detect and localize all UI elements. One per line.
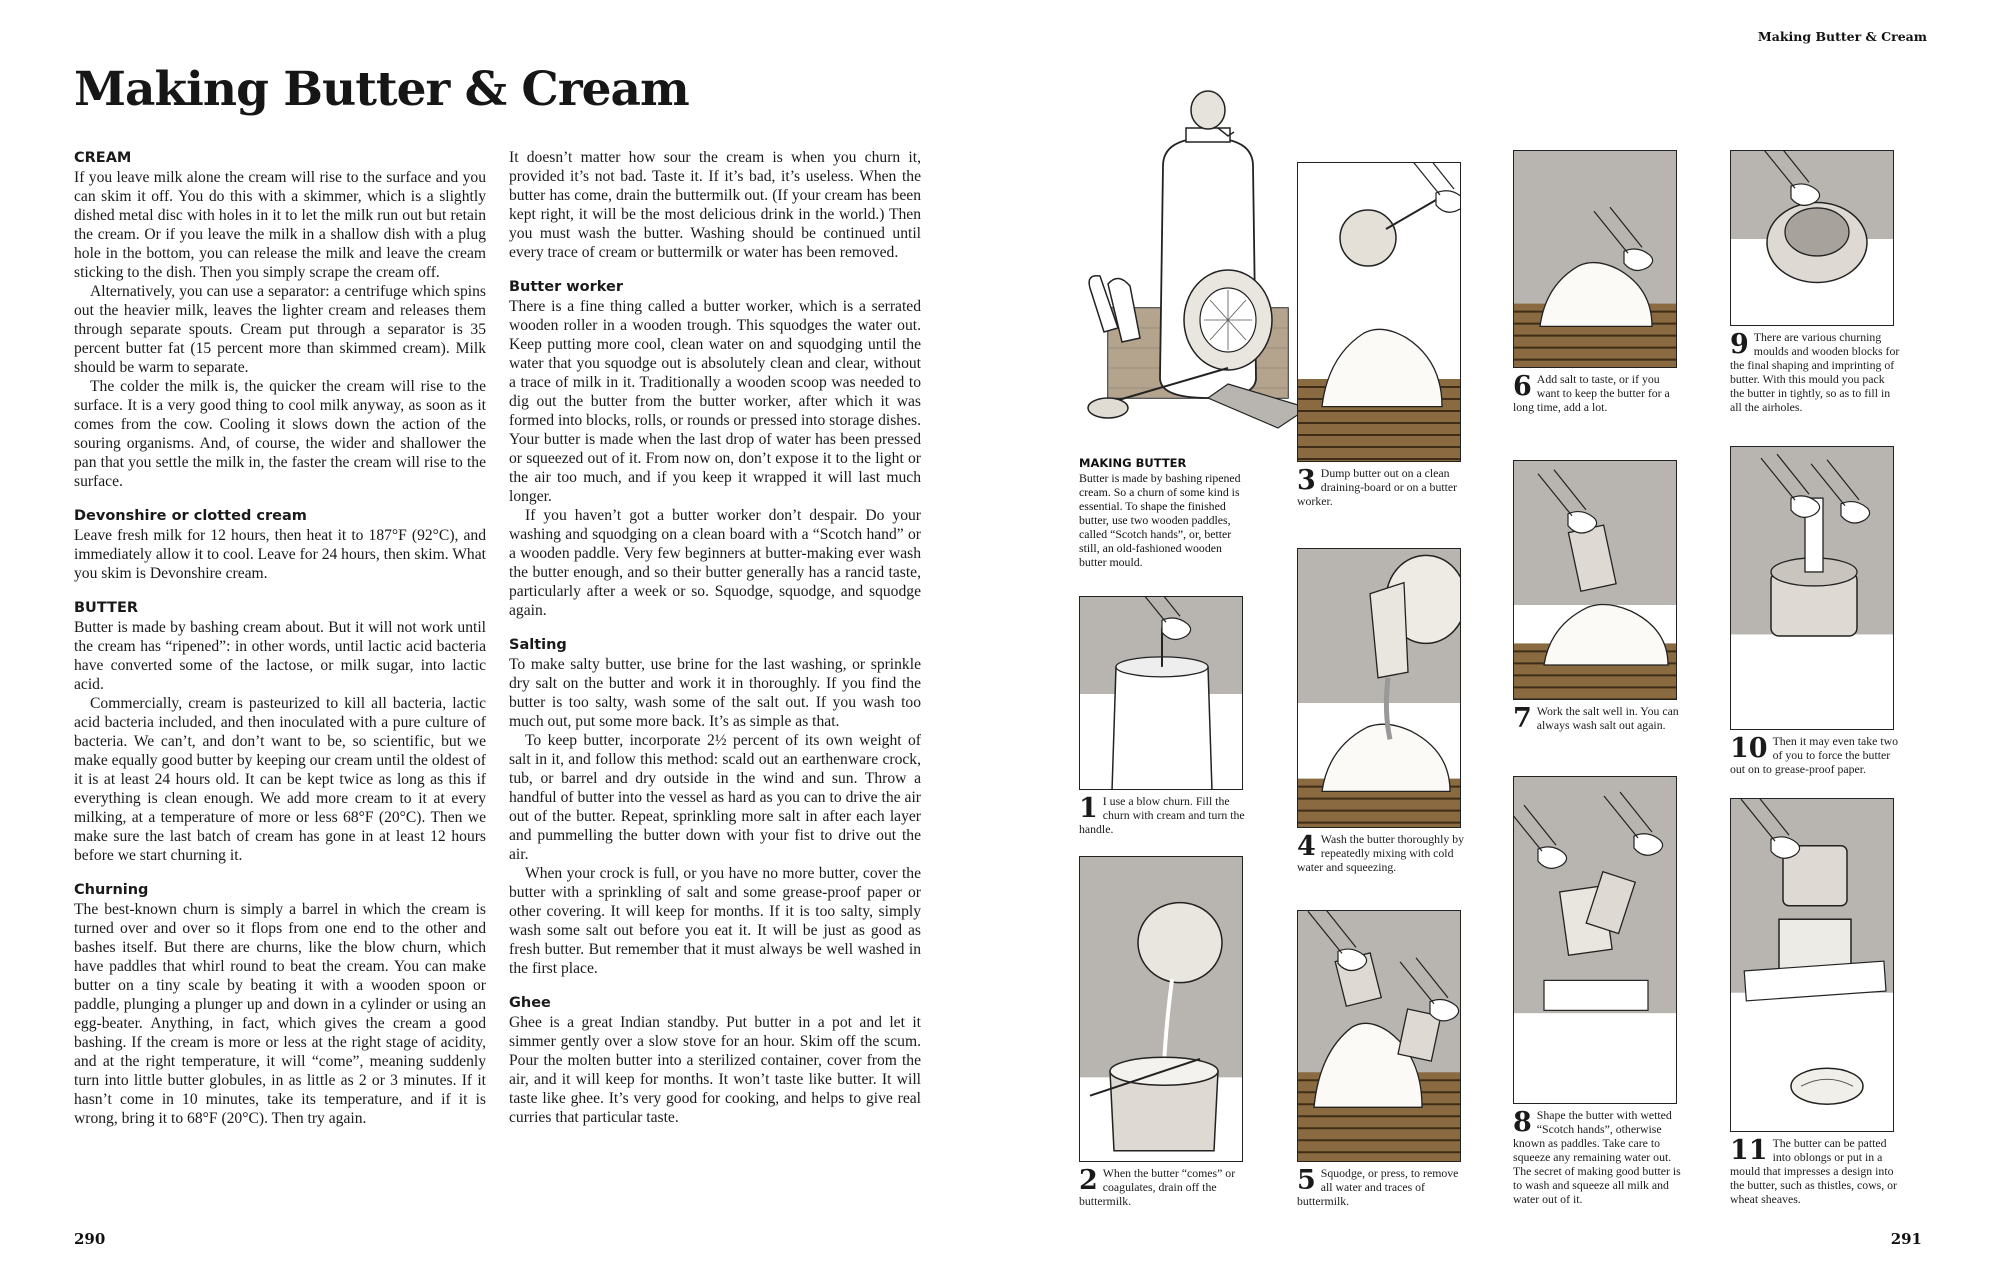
paragraph: Ghee is a great Indian standby. Put butter in a pot and let it simmer gently over a slow stove for an hour. Skim off the scum. Pour the molten butter into a sterilized container, cover from the air, and it will keep for months. It won’t taste like butter. It will taste like ghee. It’s very good for cooking, and helps to give real curries that particular taste. xyxy=(509,1014,921,1126)
step-number: 1 xyxy=(1079,793,1098,824)
section-heading-butter: BUTTER xyxy=(74,600,139,616)
step-illustration-8 xyxy=(1513,776,1677,1104)
step-number: 2 xyxy=(1079,1165,1098,1196)
step-number: 7 xyxy=(1513,703,1532,734)
paragraph: If you leave milk alone the cream will rise to the surface and you can skim it off. You do this with a skimmer, which is a slightly dished metal disc with holes in it to let the milk run out but retain the cream. Or if you leave the milk in a shallow dish with a plug hole in the bottom, you can release the milk and leave the cream sticking to the dish. Then you simply scrape the cream off. xyxy=(74,169,486,281)
paragraph: The colder the milk is, the quicker the cream will rise to the surface. It is a very good thing to cool milk anyway, as soon as it comes from the cow. Cooling it slows down the action of the souring organisms. And, of course, the wider and shallower the pan that you settle the milk in, the faster the cream will rise to the surface. xyxy=(74,378,486,490)
step-illustration-10 xyxy=(1730,446,1894,730)
step-text: Wash the butter thoroughly by repeatedly mixing with cold water and squeezing. xyxy=(1297,832,1465,874)
step-illustration-7 xyxy=(1513,460,1677,700)
step-text: Work the salt well in. You can always wash salt out again. xyxy=(1536,704,1679,732)
section-heading-cream: CREAM xyxy=(74,150,132,166)
step-caption-2 xyxy=(1079,1166,1247,1208)
step-caption-4 xyxy=(1297,832,1465,874)
step-number: 5 xyxy=(1297,1165,1316,1196)
step-text: I use a blow churn. Fill the churn with cream and turn the handle. xyxy=(1079,794,1245,836)
paragraph: Alternatively, you can use a separator: a centrifuge which spins out the heavier milk, leaves the lighter cream and releases them through separate spouts. Cream put through a separator is 35 percent butter fat (15 percent more than skimmed cream). Milk should be warm to separate. xyxy=(74,283,486,376)
running-head: Making Butter & Cream xyxy=(1757,29,1927,44)
step-illustration-4 xyxy=(1297,548,1461,828)
text-column-1 xyxy=(74,148,486,1128)
paragraph: There is a fine thing called a butter worker, which is a serrated wooden roller in a wooden trough. This squodges the water out. Keep putting more cool, clean water on and squodging until the water that you squodge out is absolutely clean and clear, without a trace of milk in it. Traditionally a wooden scoop was needed to dig out the butter from the butter worker, after which it was formed into blocks, rolls, or rounds or pressed into storage dishes. Your butter is made when the last drop of water has been pressed or squeezed out of it. From now on, don’t expose it to the light or the air too much, and if you keep it wrapped it will last much longer. xyxy=(509,298,921,505)
section-heading-devonshire: Devonshire or clotted cream xyxy=(74,508,307,524)
section-heading-salting: Salting xyxy=(509,637,567,653)
step-number: 10 xyxy=(1730,733,1768,764)
step-illustration-2 xyxy=(1079,856,1243,1162)
making-butter-heading: MAKING BUTTER xyxy=(1079,456,1187,470)
step-number: 8 xyxy=(1513,1107,1532,1138)
paragraph: Commercially, cream is pasteurized to kill all bacteria, lactic acid bacteria included, and then inoculated with a pure culture of bacteria. We can’t, and don’t want to be, so scientific, but we make equally good butter by keeping our cream until the oldest of it is at least 24 hours old. It can be kept twice as long as this if everything is clean enough. We add more cream to it at every milking, at a temperature of more or less 68°F (20°C). Then we make sure the last batch of cream has gone in at least 12 hours before we start churning it. xyxy=(74,695,486,864)
paragraph: If you haven’t got a butter worker don’t despair. Do your washing and squodging on a clean board with a “Scotch hand” or a wooden paddle. Very few beginners at butter-making ever wash the butter enough, and so their butter generally has a rancid taste, particularly after a week or so. Squodge, squodge, and squodge again. xyxy=(509,507,921,619)
step-number: 6 xyxy=(1513,371,1532,402)
step-text: Shape the butter with wetted “Scotch hands”, otherwise known as paddles. Take care to squeeze any remaining water out. The secret of making good butter is to wash and squeeze all milk and water out of it. xyxy=(1513,1108,1681,1206)
paragraph: To keep butter, incorporate 2½ percent of its own weight of salt in it, and follow this method: scald out an earthenware crock, tub, or barrel and dry outside in the wind and sun. Throw a handful of butter into the vessel as hard as you can to drive the air out of the butter. Repeat, sprinkling more salt in after each layer and pummelling the butter down with your fist to drive out the air. xyxy=(509,732,921,863)
making-butter-intro xyxy=(1079,456,1241,569)
step-illustration-3 xyxy=(1297,162,1461,462)
step-caption-10 xyxy=(1730,734,1900,776)
step-text: Squodge, or press, to remove all water and traces of buttermilk. xyxy=(1297,1166,1459,1208)
right-page xyxy=(1000,0,2000,1278)
step-illustration-1 xyxy=(1079,596,1243,790)
paragraph: To make salty butter, use brine for the last washing, or sprinkle dry salt on the butter and work it in thoroughly. If you find the butter is too salty, wash some of the salt out. If you wash too much out, put some more back. It’s as simple as that. xyxy=(509,656,921,730)
step-illustration-5 xyxy=(1297,910,1461,1162)
paragraph: Butter is made by bashing cream about. But it will not work until the cream has “ripened”: in other words, until lactic acid bacteria have converted some of the lactose, or milk sugar, into lactic acid. xyxy=(74,619,486,693)
making-butter-text: Butter is made by bashing ripened cream. So a churn of some kind is essential. To shape the finished butter, use two wooden paddles, called “Scotch hands”, or, better still, an old-fashioned wooden butter mould. xyxy=(1079,471,1241,569)
page-title: Making Butter & Cream xyxy=(74,62,689,117)
step-text: The butter can be patted into oblongs or put in a mould that impresses a design into the butter, such as thistles, cows, or wheat sheaves. xyxy=(1730,1136,1897,1206)
step-illustration-11 xyxy=(1730,798,1894,1132)
step-text: Dump butter out on a clean draining-board or on a butter worker. xyxy=(1297,466,1458,508)
hero-churn-illustration xyxy=(1078,88,1318,460)
section-heading-ghee: Ghee xyxy=(509,995,551,1011)
paragraph: Leave fresh milk for 12 hours, then heat it to 187°F (92°C), and immediately allow it to cool. Leave for 24 hours, then skim. What you skim is Devonshire cream. xyxy=(74,527,486,582)
step-text: Add salt to taste, or if you want to keep the butter for a long time, add a lot. xyxy=(1513,372,1670,414)
step-caption-3 xyxy=(1297,466,1465,508)
page-number-right: 291 xyxy=(1890,1230,1922,1248)
paragraph: It doesn’t matter how sour the cream is when you churn it, provided it’s not bad. Taste it. If it’s bad, it’s useless. When the butter has come, drain the buttermilk out. (If your cream has been kept right, it will be the most delicious drink in the world.) Then you must wash the butter. Washing should be continued until every trace of cream or buttermilk or water has been removed. xyxy=(509,149,921,261)
section-heading-churning: Churning xyxy=(74,882,149,898)
step-caption-7 xyxy=(1513,704,1681,732)
section-heading-butter-worker: Butter worker xyxy=(509,279,624,295)
step-text: When the butter “comes” or coagulates, drain off the buttermilk. xyxy=(1079,1166,1236,1208)
step-caption-5 xyxy=(1297,1166,1465,1208)
text-column-2 xyxy=(509,148,921,1127)
step-caption-6 xyxy=(1513,372,1681,414)
step-number: 4 xyxy=(1297,831,1316,862)
step-caption-11 xyxy=(1730,1136,1900,1206)
step-illustration-6 xyxy=(1513,150,1677,368)
step-number: 11 xyxy=(1730,1135,1768,1166)
paragraph: The best-known churn is simply a barrel in which the cream is turned over and over so it flops from one end to the other and bashes itself. But there are churns, like the blow churn, which have paddles that whirl round to beat the cream. You can make butter on a tiny scale by beating it with a wooden spoon or paddle, plunging a plunger up and down in a cylinder or using an egg-beater. Anything, in fact, which gives the cream a good bashing. If the cream is more or less at the right stage of acidity, and at the right temperature, it will “come”, meaning suddenly turn into little butter globules, in as little as 2 or 3 minutes. If it hasn’t come in 10 minutes, take its temperature, and if it is wrong, bring it to 68°F (20°C). Then try again. xyxy=(74,901,486,1127)
step-number: 3 xyxy=(1297,465,1316,496)
step-illustration-9 xyxy=(1730,150,1894,326)
step-caption-9 xyxy=(1730,330,1900,414)
page-number-left: 290 xyxy=(74,1230,106,1248)
step-text: There are various churning moulds and wooden blocks for the final shaping and imprinting of butter. With this mould you pack the butter in tightly, so as to fill in all the airholes. xyxy=(1730,330,1900,414)
step-text: Then it may even take two of you to force the butter out on to grease-proof paper. xyxy=(1730,734,1899,776)
step-caption-8 xyxy=(1513,1108,1681,1206)
step-caption-1 xyxy=(1079,794,1247,836)
step-number: 9 xyxy=(1730,329,1749,360)
paragraph: When your crock is full, or you have no more butter, cover the butter with a sprinkling of salt and some grease-proof paper or other covering. It will keep for months. If it is too salty, simply wash some salt out before you eat it. It will be just as good as fresh butter. But remember that it must always be well washed in the first place. xyxy=(509,865,921,977)
